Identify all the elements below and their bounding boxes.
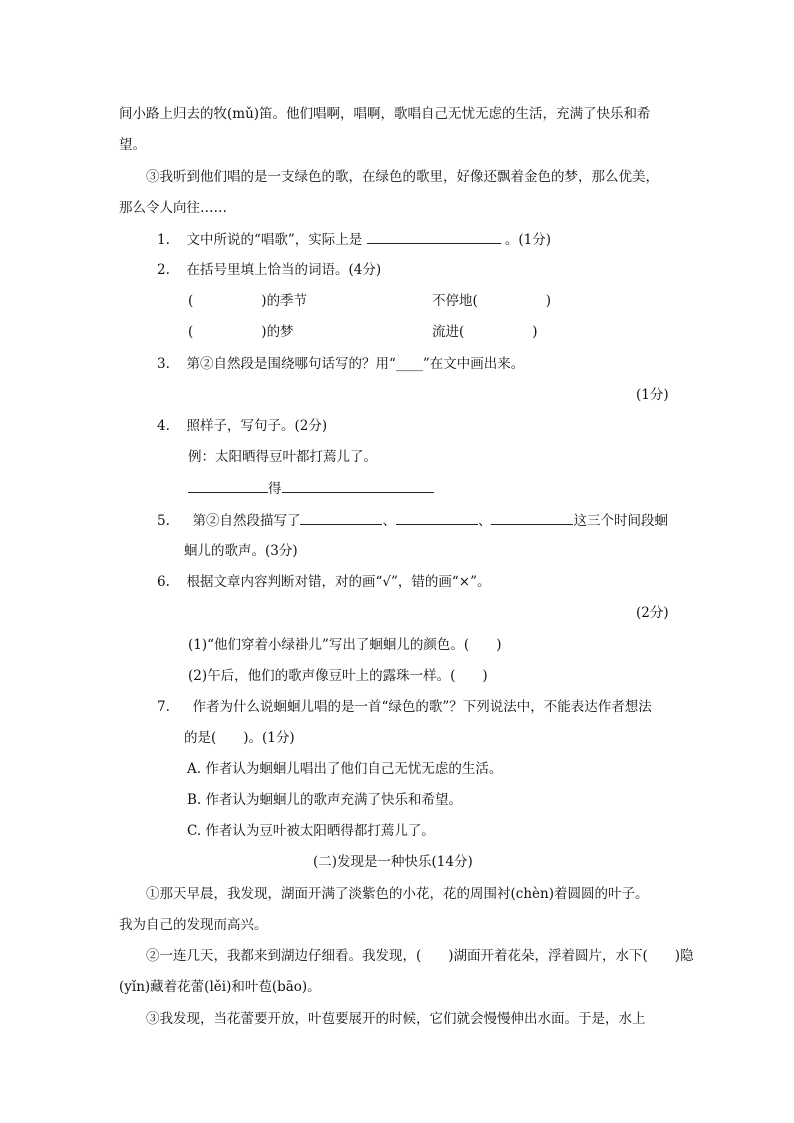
answer-blank[interactable]	[396, 511, 478, 525]
question-number: 5.	[157, 513, 170, 529]
passage1-line: 望。	[119, 137, 146, 153]
question-text: 的是( )。(1分)	[184, 730, 295, 746]
passage2-paragraph3: ③我发现，当花蕾要开放，叶苞要展开的时候，它们就会慢慢伸出水面。于是，水上	[146, 1011, 646, 1027]
passage2-line: (yǐn)藏着花蕾(lěi)和叶苞(bāo)。	[119, 979, 321, 995]
question-text: 第②自然段描写了	[192, 513, 301, 529]
question-2	[157, 261, 381, 279]
question-text: 作者为什么说蛔蛔儿唱的是一首“绿色的歌”？下列说法中，不能表达作者想法	[192, 699, 652, 715]
question-text: 这三个时间段蛔	[573, 513, 668, 529]
choice-option-b[interactable]: B. 作者认为蛔蛔儿的歌声充满了快乐和希望。	[187, 792, 463, 808]
question-1	[157, 230, 551, 249]
separator: 、	[477, 513, 492, 529]
passage1-line: 间小路上归去的牧(mǔ)笛。他们唱啊，唱啊，歌唱自己无忧无虑的生活，充满了快乐和希	[119, 106, 651, 122]
answer-blank[interactable]	[282, 479, 434, 493]
passage2-line: 我为自己的发现而高兴。	[119, 917, 268, 933]
choice-option-a[interactable]: A. 作者认为蛔蛔儿唱出了他们自己无忧无虑的生活。	[187, 761, 503, 777]
passage2-paragraph1: ①那天早晨，我发现，湖面开满了淡紫色的小花，花的周围衬(chèn)着圆圆的叶子。	[146, 886, 649, 902]
fill-item-label: 的梦	[266, 324, 294, 340]
question-text: 第②自然段是围绕哪句话写的？用“____”在文中画出来。	[186, 356, 525, 372]
choice-option-c[interactable]: C. 作者认为豆叶被太阳晒得都打蔫儿了。	[187, 823, 435, 839]
judgment-item[interactable]: (1)“他们穿着小绿褂儿”写出了蛔蛔儿的颜色。( )	[188, 637, 502, 653]
question-score: 。(1分)	[504, 232, 552, 248]
question-5	[157, 511, 668, 530]
answer-blank[interactable]	[367, 230, 501, 244]
example-sentence: 例：太阳晒得豆叶都打蔫儿了。	[188, 449, 377, 465]
fill-bracket-right[interactable]: 流进( )	[432, 324, 538, 340]
answer-blank[interactable]	[188, 479, 268, 493]
separator: 、	[382, 513, 396, 529]
question-number: 1.	[157, 232, 170, 248]
question-number: 3.	[157, 356, 170, 372]
passage1-line: 那么令人向往……	[119, 200, 227, 216]
section-title: (二)发现是一种快乐(14分)	[313, 854, 473, 870]
question-number: 2.	[157, 262, 170, 278]
fill-item-label: 的季节	[266, 293, 308, 309]
passage2-paragraph2: ②一连几天，我都来到湖边仔细看。我发现，( )湖面开着花朵，浮着圆片，水下( )隐	[146, 948, 694, 964]
answer-blank[interactable]	[491, 511, 573, 525]
question-6	[157, 573, 491, 591]
judgment-item[interactable]: (2)午后，他们的歌声像豆叶上的露珠一样。( )	[188, 668, 488, 684]
fill-item-label: 不停地	[432, 293, 473, 309]
fill-bracket-left[interactable]: ( )的梦	[188, 324, 294, 340]
question-text: 根据文章内容判断对错，对的画“√”，错的画“×”。	[186, 574, 491, 590]
question-number: 6.	[157, 574, 170, 590]
fill-bracket-left[interactable]: ( )的季节	[188, 293, 308, 309]
question-number: 7.	[157, 699, 170, 715]
fill-bracket-right[interactable]: 不停地( )	[432, 293, 552, 309]
pattern-word: 得	[268, 481, 282, 497]
passage1-paragraph3: ③我听到他们唱的是一支绿色的歌，在绿色的歌里，好像还飘着金色的梦，那么优美，	[146, 169, 659, 185]
question-score: (2分)	[636, 605, 669, 621]
question-7	[157, 698, 652, 716]
question-4	[157, 417, 327, 435]
question-number: 4.	[157, 418, 170, 434]
question-text: 照样子，写句子。(2分)	[186, 418, 328, 434]
question-3	[157, 355, 524, 373]
question-text: 文中所说的“唱歌”，实际上是	[186, 232, 363, 248]
sentence-pattern-line	[188, 479, 434, 498]
answer-blank[interactable]	[300, 511, 382, 525]
question-score: (1分)	[636, 387, 669, 403]
question-text: 在括号里填上恰当的词语。(4分)	[186, 262, 382, 278]
fill-item-label: 流进	[432, 324, 459, 340]
question-text: 蛔儿的歌声。(3分)	[184, 543, 298, 559]
